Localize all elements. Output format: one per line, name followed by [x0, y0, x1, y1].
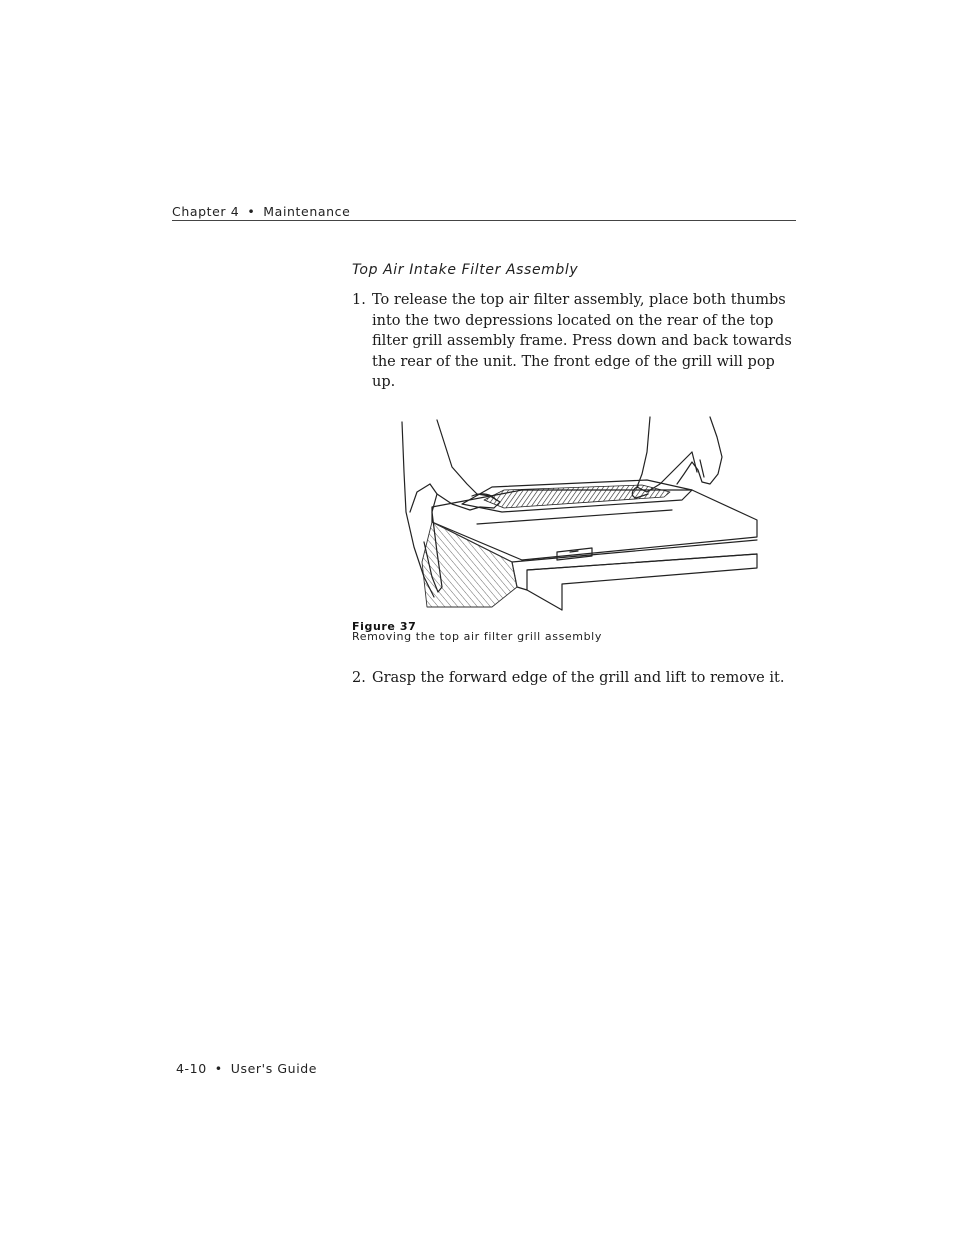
step-1-text: To release the top air filter assembly, place both thumbs into the two depressions located on the rear of the top filter grill assembly frame. Press down and back towards the rear of the unit. The front edge of the grill will pop up. — [372, 292, 792, 390]
footer-separator: • — [214, 1061, 223, 1076]
footer-page-number: 4-10 — [176, 1061, 207, 1076]
running-header — [172, 204, 796, 219]
header-chapter: Chapter 4 — [172, 204, 240, 219]
left-hand — [430, 420, 500, 510]
figure-label: Figure 37 — [352, 620, 417, 633]
footer-title: User's Guide — [230, 1061, 318, 1076]
figure-caption: Removing the top air filter grill assembly — [352, 630, 602, 643]
step-1 — [352, 290, 792, 393]
unit-body-shadow — [422, 522, 517, 607]
step-2-text: Grasp the forward edge of the grill and lift to remove it. — [372, 670, 785, 686]
header-separator: • — [247, 204, 256, 219]
header-section: Maintenance — [263, 204, 351, 219]
step-1-number: 1. — [352, 292, 366, 308]
step-2-number: 2. — [352, 670, 366, 686]
filter-grill-illustration — [392, 412, 762, 612]
right-hand — [637, 417, 692, 492]
header-rule — [172, 220, 796, 221]
unit-front-panel — [527, 554, 757, 610]
step-2 — [352, 668, 792, 689]
section-title: Top Air Intake Filter Assembly — [352, 262, 579, 278]
running-footer — [176, 1061, 317, 1076]
